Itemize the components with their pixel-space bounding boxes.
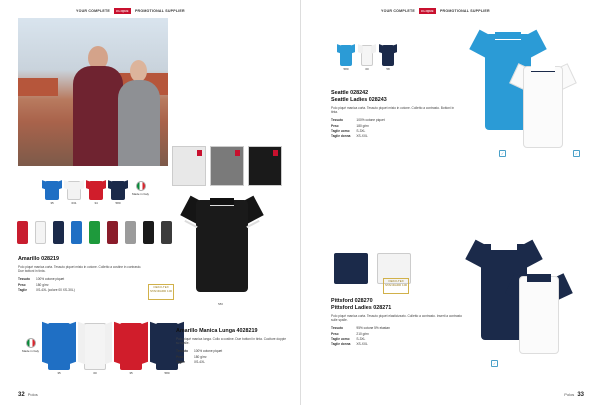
brand-logo: CLIQUE <box>419 8 436 14</box>
product-title: Amarillo Manica Lunga 4028219 <box>176 328 258 334</box>
italy-flag-icon <box>136 181 146 191</box>
swatch-royal <box>42 320 76 370</box>
swatch-grey <box>122 218 139 244</box>
left-page: YOUR COMPLETE CLIQUE PROMOTIONAL SUPPLIER 35 031 34 580 Made in Italy Amarillo 028219 Polo piqué manica corta. Tessuto piquet misto in cotone. Colletto a costine in contrasto. Due bottoni in tinta. Tessuto 100% cotone piquet Peso 180 g/m² Taglie XS-4XL (colore 00 XS-3XL) OEKO-TEX STANDARD 100 580 35 00 35 580 Made in Italy Amarillo Manica Lunga 4028219 Polo piqué manica lunga. Collo a costine. Due bottoni in tinta. Cuciture doppie su spalle. Tessuto 100% cotone piquet Peso 180 g/m² Taglie XS-4XL 32 Polos <box>0 0 300 405</box>
swatch-white <box>64 178 84 200</box>
color-swatches-top <box>42 178 128 205</box>
product-title: Pittsford 028270 <box>331 298 373 304</box>
pittsford-info <box>331 298 463 347</box>
swatch-detail-navy <box>331 250 371 284</box>
brand-logo: CLIQUE <box>114 8 131 14</box>
swatch-charcoal <box>158 218 175 244</box>
swatch-royal <box>42 178 62 200</box>
product-title-ladies: Seattle Ladies 028243 <box>331 97 387 103</box>
lifestyle-photo <box>18 18 168 166</box>
seattle-swatches: 580 00 58 <box>337 42 397 71</box>
swatch-code: 34 <box>94 201 98 205</box>
product-description: Polo piqué manica lunga. Collo a costine. Due bottoni in tinta. Cuciture doppie su spalle. <box>176 337 287 346</box>
made-in-italy-badge: Made in Italy <box>132 181 149 196</box>
swatch-red <box>114 320 148 370</box>
swatch-white <box>358 42 376 66</box>
spec-table: Tessuto 95% cotone 5% elastan Peso 210 g/m² Taglie uomo S-3XL Taglie donna XS-XXL <box>331 326 390 346</box>
swatch-green <box>86 218 103 244</box>
swatch-code: 580 <box>115 201 121 205</box>
header-tab-1: YOUR COMPLETE <box>76 8 110 13</box>
color-swatches-main <box>14 218 175 244</box>
swatch-black <box>140 218 157 244</box>
care-label-icon: ✓ <box>492 361 497 366</box>
made-in-italy-badge: Made in Italy <box>22 338 39 353</box>
thumbnail-white <box>172 146 206 186</box>
long-sleeve-swatches: 35 00 35 580 <box>42 320 184 375</box>
swatch-navy <box>379 42 397 66</box>
product-title: Seattle 028242 <box>331 90 369 96</box>
spec-table: Tessuto 100% cotone piquet Peso 180 g/m² Taglie XS-4XL (colore 00 XS-3XL) <box>18 277 75 292</box>
thumbnail-black <box>248 146 282 186</box>
care-label-icon: ✓ <box>500 151 505 156</box>
swatch-navy <box>108 178 128 200</box>
care-label-icon: ✓ <box>574 151 579 156</box>
thumbnail-grey <box>210 146 244 186</box>
product-description: Polo piqué manica corta. Tessuto piquet misto in cotone. Colletto a costine in contrasto. Due bottoni in tinta. <box>18 265 142 274</box>
oeko-tex-badge: OEKO-TEX STANDARD 100 <box>383 278 409 294</box>
swatch-burgundy <box>104 218 121 244</box>
header-tab-2: PROMOTIONAL SUPPLIER <box>134 8 185 13</box>
black-polo-image <box>182 196 262 296</box>
product-description: Polo piqué manica corta. Tessuto piquet misto in cotone. Colletto a contrasto. Bottoni in tinta. <box>331 106 455 115</box>
swatch-white <box>78 320 112 370</box>
right-page <box>300 0 600 405</box>
product-title-ladies: Pittsford Ladies 028271 <box>331 305 392 311</box>
page-number-left: 32 Polos <box>18 392 38 398</box>
swatch-code: 35 <box>50 201 54 205</box>
header-tab-1: YOUR COMPLETE <box>381 8 415 13</box>
swatch-white <box>32 218 49 244</box>
swatch-red <box>86 178 106 200</box>
amarillo-info <box>18 256 146 292</box>
right-header <box>381 6 490 15</box>
swatch-sky <box>337 42 355 66</box>
product-title: Amarillo 028219 <box>18 256 60 262</box>
pittsford-polo-white <box>509 272 569 358</box>
left-header <box>76 6 185 15</box>
italy-flag-icon <box>26 338 36 348</box>
oeko-tex-badge: OEKO-TEX STANDARD 100 <box>148 284 174 300</box>
manica-lunga-info <box>176 328 288 364</box>
detail-thumbnails <box>172 146 282 186</box>
swatch-royal <box>68 218 85 244</box>
page-number-right: Polos 33 <box>564 392 584 398</box>
product-description: Polo piqué manica corta. Tessuto piquet elasticizzato. Colletto a contrasto. Inserti a contrasto sulle spalle. <box>331 314 463 323</box>
swatch-navy <box>50 218 67 244</box>
spec-table: Tessuto 100% cotone piquet Peso 180 g/m² Taglie XS-4XL <box>176 349 223 364</box>
swatch-red <box>14 218 31 244</box>
swatch-code: 031 <box>71 201 77 205</box>
seattle-info <box>331 90 461 139</box>
spec-table: Tessuto 100% cotone piquet Peso 180 g/m² Taglie uomo S-3XL Taglie donna XS-XXL <box>331 118 385 138</box>
header-tab-2: PROMOTIONAL SUPPLIER <box>439 8 490 13</box>
seattle-polo-white <box>513 62 573 152</box>
